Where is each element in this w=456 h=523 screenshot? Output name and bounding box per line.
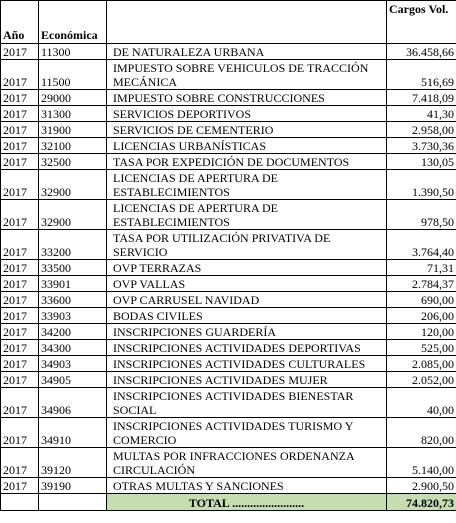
cell-ano: 2017 xyxy=(1,90,39,106)
table-row xyxy=(1,200,456,230)
cell-descripcion: DE NATURALEZA URBANA xyxy=(107,44,387,60)
cell-cargos: 2.784,37 xyxy=(387,276,456,292)
cell-descripcion: OVP TERRAZAS xyxy=(107,260,387,276)
table-row xyxy=(1,308,456,324)
table-row xyxy=(1,260,456,276)
table-row xyxy=(1,154,456,170)
cell-ano: 2017 xyxy=(1,276,39,292)
cell-economica: 11300 xyxy=(39,44,107,60)
cell-descripcion: INSCRIPCIONES GUARDERÍA xyxy=(107,324,387,340)
table-row xyxy=(1,276,456,292)
cell-economica: 33903 xyxy=(39,308,107,324)
table-row xyxy=(1,388,456,418)
cell-ano: 2017 xyxy=(1,308,39,324)
cell-descripcion: INSCRIPCIONES ACTIVIDADES BIENESTAR SOCIAL xyxy=(107,388,387,418)
cell-economica: 32100 xyxy=(39,138,107,154)
cell-cargos: 978,50 xyxy=(387,200,456,230)
total-blank-eco xyxy=(39,494,107,511)
cell-descripcion: IMPUESTO SOBRE VEHICULOS DE TRACCIÓN MECÁNICA xyxy=(107,60,387,90)
cell-ano: 2017 xyxy=(1,418,39,448)
cell-cargos: 3.730,36 xyxy=(387,138,456,154)
cell-descripcion: INSCRIPCIONES ACTIVIDADES TURISMO Y COMERCIO xyxy=(107,418,387,448)
cell-cargos: 41,30 xyxy=(387,106,456,122)
cell-descripcion: IMPUESTO SOBRE CONSTRUCCIONES xyxy=(107,90,387,106)
header-descripcion xyxy=(107,1,387,44)
cell-ano: 2017 xyxy=(1,292,39,308)
cell-cargos: 7.418,09 xyxy=(387,90,456,106)
table-row xyxy=(1,230,456,260)
cell-descripcion: SERVICIOS DEPORTIVOS xyxy=(107,106,387,122)
table-body xyxy=(1,44,456,494)
cell-descripcion: LICENCIAS DE APERTURA DE ESTABLECIMIENTOS xyxy=(107,200,387,230)
cell-ano: 2017 xyxy=(1,340,39,356)
table-row xyxy=(1,340,456,356)
cell-ano: 2017 xyxy=(1,260,39,276)
table-row xyxy=(1,60,456,90)
cell-ano: 2017 xyxy=(1,230,39,260)
cell-descripcion: INSCRIPCIONES ACTIVIDADES CULTURALES xyxy=(107,356,387,372)
cell-descripcion: BODAS CIVILES xyxy=(107,308,387,324)
cell-cargos: 1.390,50 xyxy=(387,170,456,200)
cell-cargos: 690,00 xyxy=(387,292,456,308)
cell-economica: 29000 xyxy=(39,90,107,106)
cell-economica: 33600 xyxy=(39,292,107,308)
table-row xyxy=(1,372,456,388)
cell-economica: 34903 xyxy=(39,356,107,372)
cell-ano: 2017 xyxy=(1,388,39,418)
cell-economica: 39190 xyxy=(39,478,107,494)
cell-economica: 34200 xyxy=(39,324,107,340)
header-cargos: Cargos Vol. xyxy=(387,1,456,44)
cell-economica: 34300 xyxy=(39,340,107,356)
header-economica: Económica xyxy=(39,1,107,44)
header-ano: Año xyxy=(1,1,39,44)
cell-economica: 32900 xyxy=(39,200,107,230)
cell-cargos: 2.085,00 xyxy=(387,356,456,372)
cell-descripcion: OVP CARRUSEL NAVIDAD xyxy=(107,292,387,308)
cell-descripcion: LICENCIAS DE APERTURA DE ESTABLECIMIENTOS xyxy=(107,170,387,200)
cell-ano: 2017 xyxy=(1,448,39,478)
cell-economica: 39120 xyxy=(39,448,107,478)
table-row xyxy=(1,324,456,340)
cell-descripcion: TASA POR EXPEDICIÓN DE DOCUMENTOS xyxy=(107,154,387,170)
cell-ano: 2017 xyxy=(1,106,39,122)
cell-economica: 31900 xyxy=(39,122,107,138)
cell-ano: 2017 xyxy=(1,356,39,372)
cell-cargos: 130,05 xyxy=(387,154,456,170)
cell-cargos: 820,00 xyxy=(387,418,456,448)
cell-cargos: 36.458,66 xyxy=(387,44,456,60)
cell-ano: 2017 xyxy=(1,478,39,494)
table-row xyxy=(1,122,456,138)
cell-ano: 2017 xyxy=(1,372,39,388)
cell-cargos: 2.052,00 xyxy=(387,372,456,388)
cell-descripcion: OVP VALLAS xyxy=(107,276,387,292)
cell-cargos: 2.958,00 xyxy=(387,122,456,138)
cell-cargos: 3.764,40 xyxy=(387,230,456,260)
cell-ano: 2017 xyxy=(1,154,39,170)
cell-descripcion: TASA POR UTILIZACIÓN PRIVATIVA DE SERVICIO xyxy=(107,230,387,260)
table-row xyxy=(1,138,456,154)
table-row xyxy=(1,448,456,478)
cell-cargos: 120,00 xyxy=(387,324,456,340)
table-row xyxy=(1,478,456,494)
cell-descripcion: INSCRIPCIONES ACTIVIDADES MUJER xyxy=(107,372,387,388)
total-row xyxy=(1,494,456,511)
total-blank-ano xyxy=(1,494,39,511)
cell-economica: 31300 xyxy=(39,106,107,122)
cell-cargos: 2.900,50 xyxy=(387,478,456,494)
cell-economica: 34905 xyxy=(39,372,107,388)
cell-descripcion: LICENCIAS URBANÍSTICAS xyxy=(107,138,387,154)
cell-economica: 33901 xyxy=(39,276,107,292)
cell-economica: 11500 xyxy=(39,60,107,90)
cell-ano: 2017 xyxy=(1,170,39,200)
cell-cargos: 5.140,00 xyxy=(387,448,456,478)
table-row xyxy=(1,170,456,200)
cell-economica: 32500 xyxy=(39,154,107,170)
cell-cargos: 40,00 xyxy=(387,388,456,418)
total-label: TOTAL ........................ xyxy=(107,494,387,511)
cell-cargos: 71,31 xyxy=(387,260,456,276)
table-row xyxy=(1,106,456,122)
cell-ano: 2017 xyxy=(1,122,39,138)
cell-ano: 2017 xyxy=(1,324,39,340)
cell-ano: 2017 xyxy=(1,44,39,60)
cell-economica: 32900 xyxy=(39,170,107,200)
cell-economica: 33500 xyxy=(39,260,107,276)
table-header-row xyxy=(1,1,456,44)
cell-descripcion: OTRAS MULTAS Y SANCIONES xyxy=(107,478,387,494)
table-row xyxy=(1,292,456,308)
cell-cargos: 525,00 xyxy=(387,340,456,356)
cell-economica: 33200 xyxy=(39,230,107,260)
table-row xyxy=(1,90,456,106)
cell-ano: 2017 xyxy=(1,60,39,90)
cell-descripcion: INSCRIPCIONES ACTIVIDADES DEPORTIVAS xyxy=(107,340,387,356)
table-row xyxy=(1,44,456,60)
cell-descripcion: SERVICIOS DE CEMENTERIO xyxy=(107,122,387,138)
cell-economica: 34910 xyxy=(39,418,107,448)
total-value: 74.820,73 xyxy=(387,494,456,511)
cell-economica: 34906 xyxy=(39,388,107,418)
cell-cargos: 516,69 xyxy=(387,60,456,90)
cell-ano: 2017 xyxy=(1,200,39,230)
cell-ano: 2017 xyxy=(1,138,39,154)
table-row xyxy=(1,356,456,372)
cell-cargos: 206,00 xyxy=(387,308,456,324)
cell-descripcion: MULTAS POR INFRACCIONES ORDENANZA CIRCULACIÓN xyxy=(107,448,387,478)
table-row xyxy=(1,418,456,448)
